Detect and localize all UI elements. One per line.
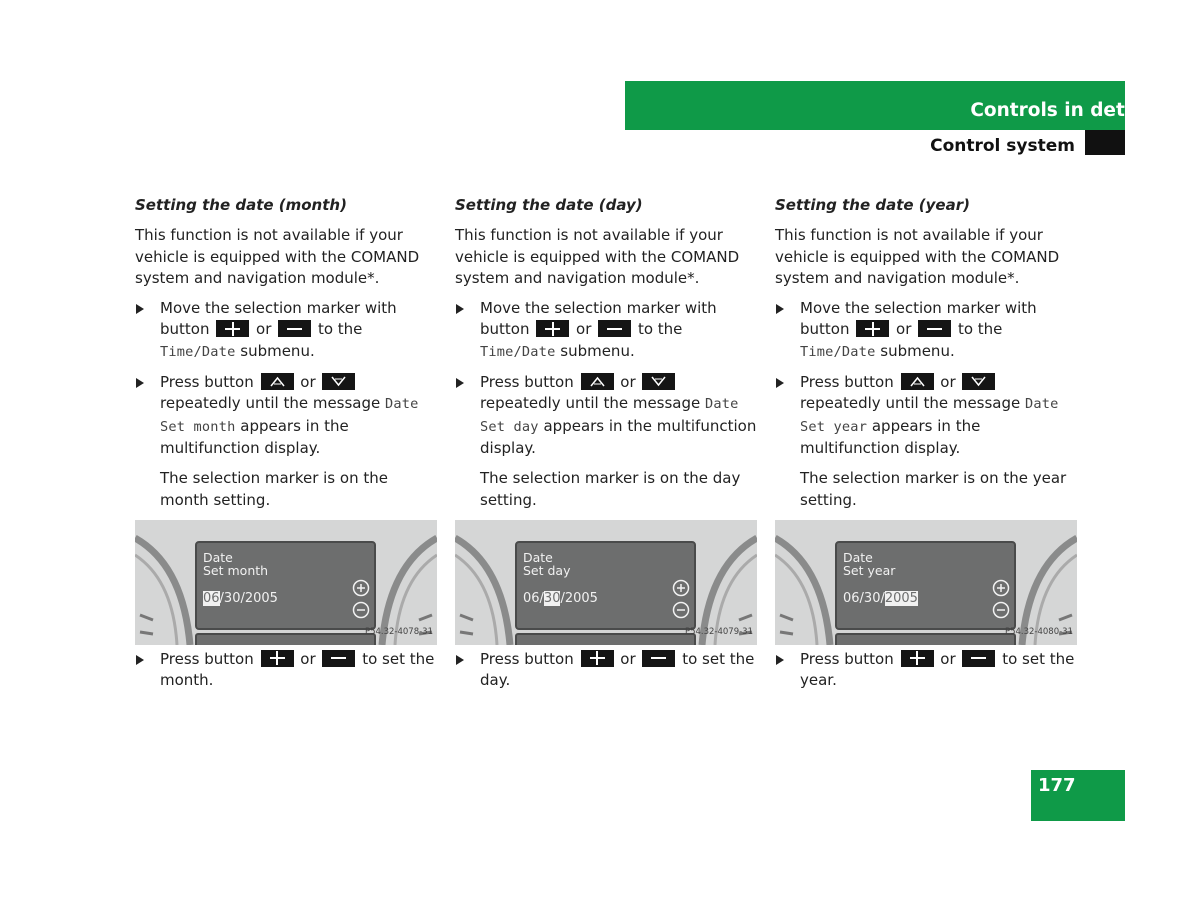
or-text: or (300, 649, 316, 668)
multifunction-display-image (775, 520, 1077, 645)
step-press-arrows (135, 372, 437, 459)
minus-circle-icon (672, 601, 690, 619)
display-subtitle: Set month (203, 562, 269, 578)
display-subtitle: Set year (843, 562, 896, 578)
figure-reference: P54.32-4079-31 (684, 626, 753, 637)
lower-display (835, 633, 1016, 645)
step-set-value (135, 649, 437, 692)
lower-display (515, 633, 696, 645)
up-arrow-key-icon (581, 373, 614, 390)
bullet-arrow-icon (136, 655, 144, 665)
step-text: appears in the multifunction display. (800, 416, 981, 457)
bullet-arrow-icon (136, 378, 144, 388)
intro-text: This function is not available if your vehicle is equipped with the COMAND system and navigation module*. (775, 226, 1060, 287)
column-year (775, 195, 1077, 700)
bullet-arrow-icon (456, 655, 464, 665)
plus-circle-icon (352, 579, 370, 597)
step-text: Press button (480, 373, 574, 392)
column-day (455, 195, 757, 700)
step-set-value (455, 649, 757, 692)
or-text: or (620, 373, 636, 392)
step-text: Move the selection marker with button (160, 299, 397, 339)
step-text: appears in the multifunction display. (480, 416, 757, 457)
step-set-value (775, 649, 1077, 692)
step-text: to set the (362, 649, 435, 668)
section-title: Control system (930, 136, 1075, 156)
or-text: or (620, 649, 636, 668)
step-text: to the (317, 320, 363, 339)
step-text: Move the selection marker with button (480, 299, 717, 339)
step-text: to the (957, 320, 1003, 339)
step-text: day. (480, 671, 511, 690)
result-note: The selection marker is on the month setting. (160, 469, 388, 509)
header-black-tab (1085, 130, 1125, 155)
step-select-submenu (775, 298, 1077, 363)
step-text: repeatedly until the message (160, 394, 381, 413)
display-message: Date Set year (800, 396, 1059, 435)
section-heading: Setting the date (month) (135, 196, 347, 214)
bullet-arrow-icon (456, 378, 464, 388)
or-text: or (940, 373, 956, 392)
display-date: 06/30/2005 (203, 590, 278, 606)
figure-reference: P54.32-4080-31 (1004, 626, 1073, 637)
step-text: Press button (160, 649, 254, 668)
step-text: Move the selection marker with button (800, 299, 1037, 339)
minus-key-icon (962, 650, 995, 667)
bullet-arrow-icon (136, 304, 144, 314)
plus-circle-icon (672, 579, 690, 597)
step-select-submenu (135, 298, 437, 363)
minus-key-icon (598, 320, 631, 337)
up-arrow-key-icon (261, 373, 294, 390)
minus-key-icon (322, 650, 355, 667)
plus-key-icon (216, 320, 249, 337)
step-text: repeatedly until the message (800, 394, 1021, 413)
selection-marker: 2005 (884, 590, 918, 606)
minus-circle-icon (992, 601, 1010, 619)
up-arrow-key-icon (901, 373, 934, 390)
section-heading: Setting the date (year) (775, 196, 970, 214)
step-text: appears in the multifunction display. (160, 416, 349, 457)
step-text: Press button (800, 373, 894, 392)
step-text: year. (800, 671, 837, 690)
step-text: submenu. (240, 341, 315, 360)
minus-circle-icon (352, 601, 370, 619)
step-press-arrows (775, 372, 1077, 459)
step-text: Press button (800, 649, 894, 668)
chapter-title: Controls in detail (970, 100, 1150, 121)
step-text: to set the (1002, 649, 1075, 668)
plus-key-icon (536, 320, 569, 337)
plus-key-icon (581, 650, 614, 667)
or-text: or (256, 320, 272, 339)
step-text: submenu. (880, 341, 955, 360)
plus-circle-icon (992, 579, 1010, 597)
step-text: Press button (160, 373, 254, 392)
step-select-submenu (455, 298, 757, 363)
plus-key-icon (901, 650, 934, 667)
section-heading: Setting the date (day) (455, 196, 643, 214)
or-text: or (896, 320, 912, 339)
multifunction-display-image (455, 520, 757, 645)
display-title: Date (203, 549, 233, 565)
step-press-arrows (455, 372, 757, 459)
page-number: 177 (1038, 775, 1076, 796)
selection-marker: 06 (203, 590, 220, 606)
bullet-arrow-icon (776, 378, 784, 388)
display-title: Date (523, 549, 553, 565)
or-text: or (940, 649, 956, 668)
down-arrow-key-icon (642, 373, 675, 390)
step-text: submenu. (560, 341, 635, 360)
bullet-arrow-icon (456, 304, 464, 314)
down-arrow-key-icon (322, 373, 355, 390)
result-note: The selection marker is on the year setting. (800, 469, 1067, 509)
or-text: or (300, 373, 316, 392)
minus-key-icon (642, 650, 675, 667)
display-message: Date Set day (480, 396, 739, 435)
figure-reference: P54.32-4078-31 (364, 626, 433, 637)
down-arrow-key-icon (962, 373, 995, 390)
display-date: 06/30/2005 (523, 590, 598, 606)
step-text: repeatedly until the message (480, 394, 701, 413)
display-message: Date Set month (160, 396, 419, 435)
intro-text: This function is not available if your vehicle is equipped with the COMAND system and navigation module*. (455, 226, 740, 287)
display-subtitle: Set day (523, 562, 571, 578)
lower-display (195, 633, 376, 645)
intro-text: This function is not available if your vehicle is equipped with the COMAND system and navigation module*. (135, 226, 420, 287)
column-month (135, 195, 437, 700)
display-screen (835, 541, 1016, 630)
or-text: or (576, 320, 592, 339)
menu-name: Time/Date (800, 343, 876, 360)
step-text: month. (160, 671, 214, 690)
menu-name: Time/Date (480, 343, 556, 360)
minus-key-icon (918, 320, 951, 337)
plus-key-icon (856, 320, 889, 337)
display-screen (515, 541, 696, 630)
bullet-arrow-icon (776, 655, 784, 665)
bullet-arrow-icon (776, 304, 784, 314)
display-screen (195, 541, 376, 630)
step-text: to the (637, 320, 683, 339)
step-text: Press button (480, 649, 574, 668)
minus-key-icon (278, 320, 311, 337)
selection-marker: 30 (543, 590, 561, 606)
menu-name: Time/Date (160, 343, 236, 360)
display-title: Date (843, 549, 873, 565)
display-date: 06/30/2005 (843, 590, 918, 606)
multifunction-display-image (135, 520, 437, 645)
page-number-box (1031, 770, 1125, 821)
result-note: The selection marker is on the day setting. (480, 469, 741, 509)
plus-key-icon (261, 650, 294, 667)
step-text: to set the (682, 649, 755, 668)
